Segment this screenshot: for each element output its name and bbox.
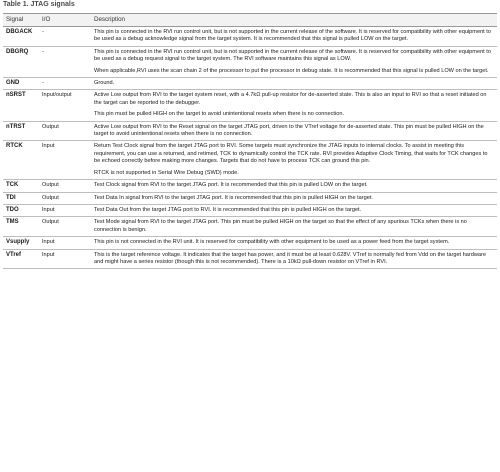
description-paragraph: This pin is not connected in the RVI unit. It is reserved for compatibility with other equipment to be used as a power feed from the target system. (94, 239, 450, 246)
description-paragraph: This pin is connected in the RVI run control unit, but is not supported in the current release of the software. It is reserved for compatibility with other equipment to be used as a debug acknowledge signal from the target system. It is recommended that this signal is pulled LOW on the target. (94, 29, 491, 43)
description-paragraph: RTCK is not supported in Serial Wire Debug (SWD) mode. (94, 169, 239, 176)
description-paragraph: This is the target reference voltage. It indicates that the target has power, and it must be at least 0.628V. VTref is normally fed from Vdd on the target hardware and might have a series resistor (though this is not recommended). There is a 10kΩ pull-down resistor on VTref in RVI. (94, 251, 486, 265)
table-row (3, 121, 497, 141)
table-header-row (3, 14, 497, 27)
table-row (3, 27, 497, 47)
signal-name: DBGACK (3, 27, 39, 47)
description-paragraph: Test Mode signal from RVI to the target JTAG port. This pin must be pulled HIGH on the target so that the effect of any spurious TCKs when there is no connection is benign. (94, 219, 467, 233)
signal-description (91, 46, 497, 77)
signal-io: Output (39, 180, 91, 192)
description-paragraph: Active Low output from RVI to the Reset signal on the target JTAG port, driven to the VTref voltage for de-asserted state. This pin must be pulled HIGH on the target to avoid unintentional resets when there is no connection. (94, 123, 484, 138)
table-row (3, 90, 497, 121)
signal-description (91, 237, 497, 249)
table-row (3, 237, 497, 249)
description-paragraph: When applicable,RVI uses the scan chain 2 of the processor to put the processor in debug state. It is recommended that this signal is pulled LOW on the target. (94, 67, 489, 74)
signal-io: Input (39, 141, 91, 180)
table-row (3, 46, 497, 77)
signal-name: DBGRQ (3, 46, 39, 77)
table-row (3, 141, 497, 180)
signal-io: - (39, 46, 91, 77)
signal-name: RTCK (3, 141, 39, 180)
table-title: Table 1. JTAG signals (3, 1, 75, 8)
signal-name: GND (3, 78, 39, 90)
signal-name: TDI (3, 192, 39, 204)
signal-io: Output (39, 192, 91, 204)
table-row (3, 249, 497, 269)
table-row (3, 192, 497, 204)
header-description: Description (91, 14, 497, 27)
description-paragraph: Test Data Out from the target JTAG port to RVI. It is recommended that this pin is pulled HIGH on the target. (94, 206, 362, 213)
signal-io: Input (39, 237, 91, 249)
signal-io: Input/output (39, 90, 91, 121)
signal-io: Input (39, 204, 91, 216)
signal-description (91, 27, 497, 47)
signal-name: nTRST (3, 121, 39, 141)
header-signal: Signal (3, 14, 39, 27)
description-paragraph: This pin is connected in the RVI run control unit, but is not supported in the current release of the software. It is reserved for compatibility with other equipment to be used as a debug request signal to the target system. The RVI software maintains this signal as LOW. (94, 48, 491, 63)
signal-io: Output (39, 121, 91, 141)
jtag-signals-table (3, 13, 497, 269)
header-io: I/O (39, 14, 91, 27)
description-paragraph: Return Test Clock signal from the target JTAG port to RVI. Some targets must synchronize the JTAG inputs to internal clocks. To assist in meeting this requirement, you can use a returned, and retimed, TCK to dynamically control the TCK rate. RVI provides Adaptive Clock Timing, that waits for TCK changes to be echoed correctly before making more changes. Targets that do not have to process TCK can ground this pin. (94, 143, 488, 165)
table-row (3, 204, 497, 216)
signal-io: - (39, 78, 91, 90)
description-paragraph: Test Clock signal from RVI to the target JTAG port. It is recommended that this pin is pulled LOW on the target. (94, 182, 368, 189)
signal-description (91, 204, 497, 216)
description-paragraph: Active Low output from RVI to the target system reset, with a 4.7kΩ pull-up resistor for de-asserted state. This is also an input to RVI so that a reset initiated on the target can be reported to the debugger. (94, 92, 487, 106)
signal-description (91, 249, 497, 269)
table-row (3, 78, 497, 90)
description-paragraph: This pin must be pulled HIGH on the target to avoid unintentional resets when there is no connection. (94, 111, 345, 118)
signal-description (91, 78, 497, 90)
signal-name: Vsupply (3, 237, 39, 249)
signal-name: TCK (3, 180, 39, 192)
description-paragraph: Test Data In signal from RVI to the target JTAG port. It is recommended that this pin is pulled HIGH on the target. (94, 194, 373, 201)
signal-name: TDO (3, 204, 39, 216)
signal-description (91, 217, 497, 237)
description-paragraph: Ground. (94, 80, 115, 87)
table-row (3, 217, 497, 237)
signal-description (91, 121, 497, 141)
signal-description (91, 141, 497, 180)
signal-name: VTref (3, 249, 39, 269)
signal-description (91, 90, 497, 121)
signal-description (91, 180, 497, 192)
signal-io: - (39, 27, 91, 47)
signal-name: nSRST (3, 90, 39, 121)
signal-description (91, 192, 497, 204)
signal-io: Output (39, 217, 91, 237)
table-row (3, 180, 497, 192)
signal-io: Input (39, 249, 91, 269)
signal-name: TMS (3, 217, 39, 237)
